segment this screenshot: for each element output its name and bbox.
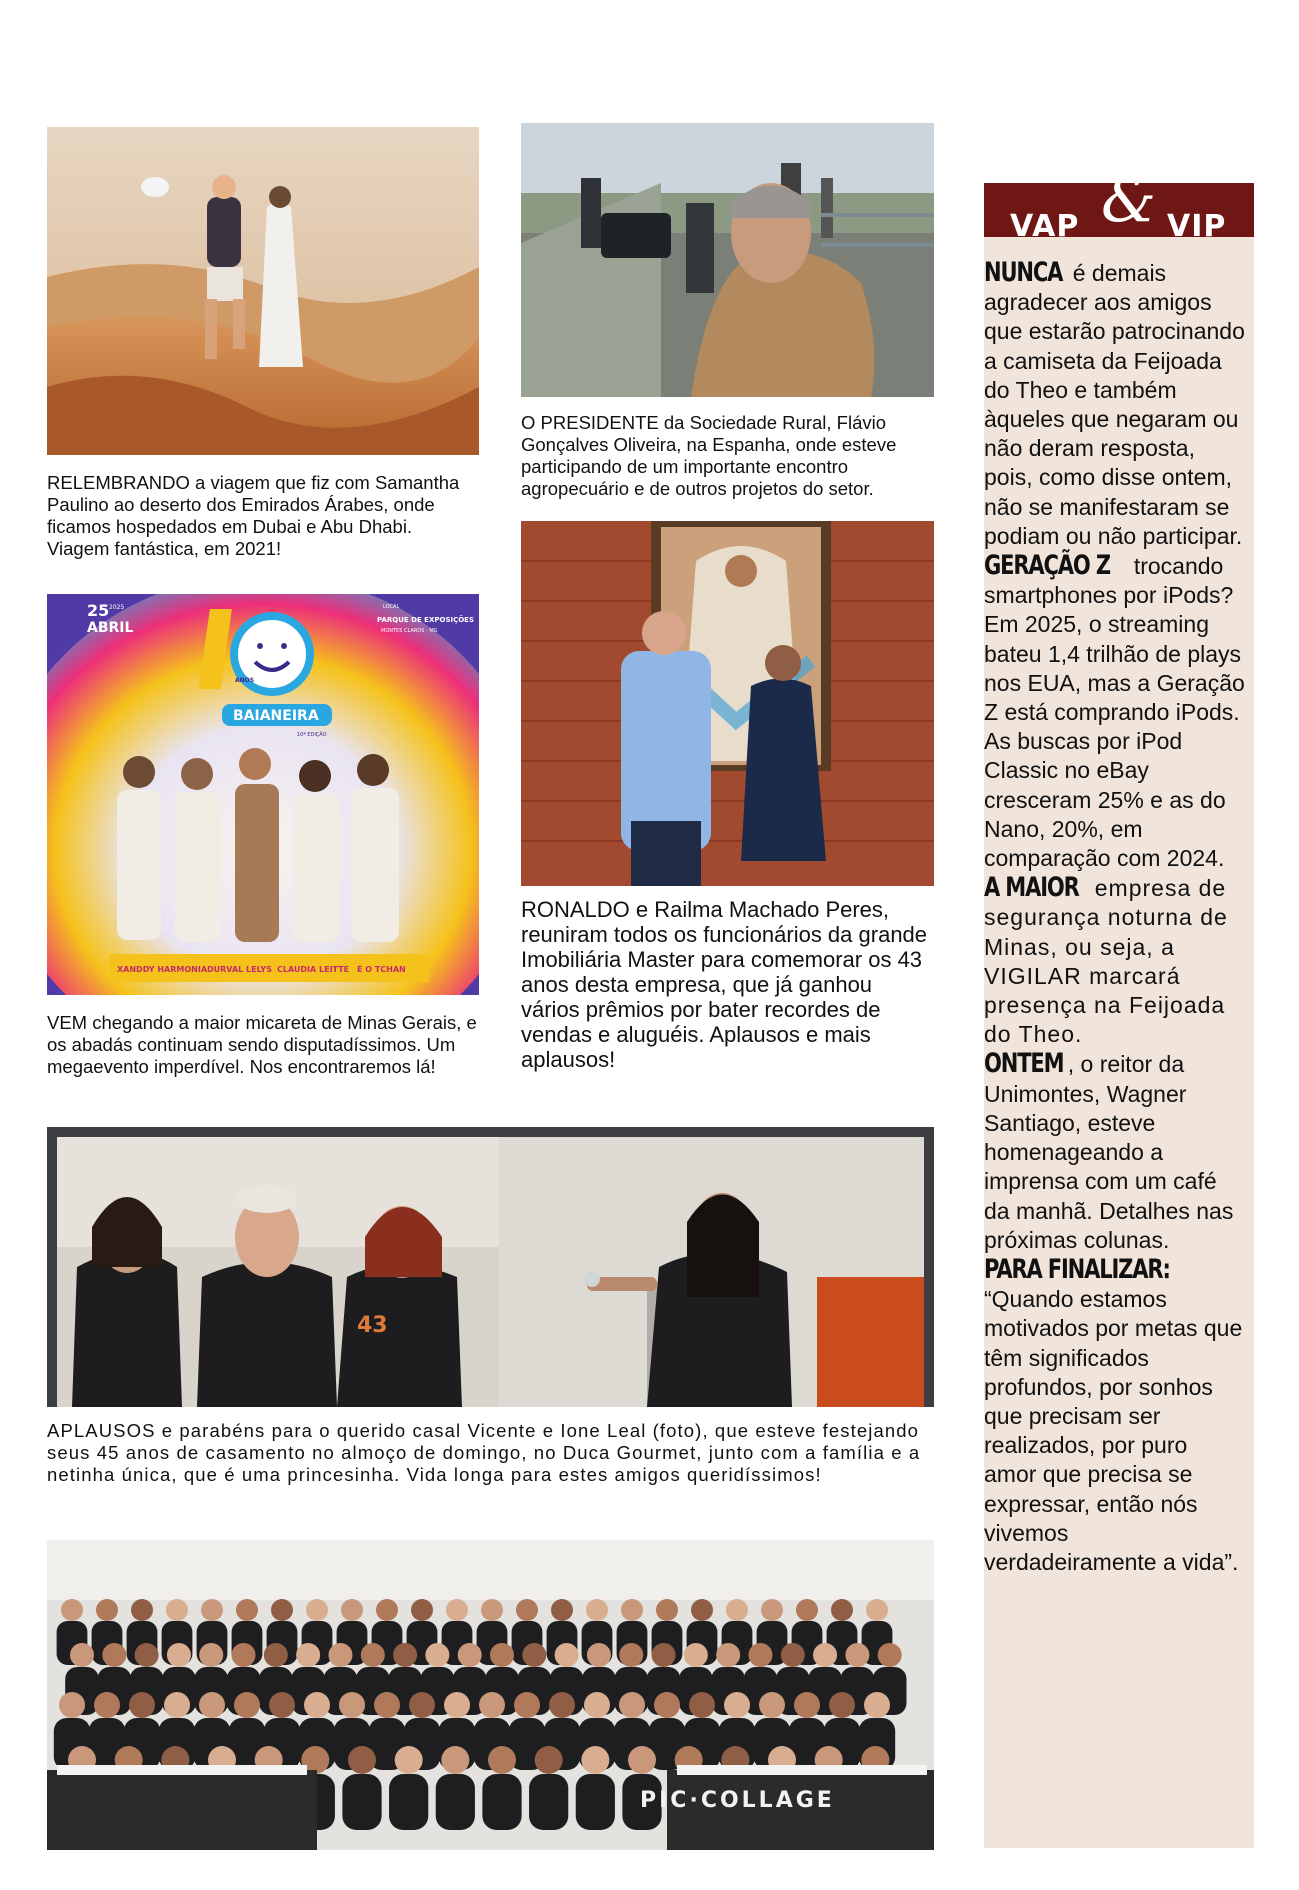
column-item [984, 551, 1246, 873]
poster-artist-4: É O TCHAN [357, 965, 406, 974]
item-text: empresa de segurança noturna de Minas, ou seja, a VIGILAR marcará presença na Feijoada do Theo. [984, 875, 1228, 1048]
desert-photo [47, 127, 479, 455]
column-text [984, 258, 1246, 1577]
poster-anos: ANOS [235, 677, 255, 684]
spain-caption: O PRESIDENTE da Sociedade Rural, Flávio Gonçalves Oliveira, na Espanha, onde esteve participando de um importante encontro agropecuário e de outros projetos do setor. [521, 412, 897, 499]
item-keyword: A MAIOR [984, 872, 1079, 904]
pic-collage-watermark: PIC·COLLAGE [640, 1788, 835, 1813]
item-text: “Quando estamos motivados por metas que têm significados profundos, por sonhos que precisam ser realizados, por puro amor que precisa se expressar, então nós vivemos verdadeiramente a vida”. [984, 1286, 1243, 1575]
celebration-photo [47, 1127, 934, 1407]
poster-month: ABRIL [87, 620, 134, 636]
poster-city: MONTES CLAROS - MG [381, 628, 438, 634]
item-keyword: GERAÇÃO Z [984, 550, 1110, 582]
poster-artist-1: XANDDY HARMONIA [117, 965, 208, 974]
column-item [984, 258, 1246, 551]
item-text: , o reitor da Unimontes, Wagner Santiago, esteve homenageando a imprensa com um café da manhã. Detalhes nas próximas colunas. [984, 1051, 1234, 1253]
column-item [984, 873, 1246, 1049]
poster-day: 25 [87, 601, 110, 620]
item-text: é demais agradecer aos amigos que estarão patrocinando a camiseta da Feijoada do Theo e também àqueles que negaram ou não deram resposta, pois, como disse ontem, não se manifestaram se podiam ou não participar. [984, 260, 1245, 549]
poster-year: 2025 [109, 604, 125, 611]
header-ampersand: & [1101, 163, 1157, 236]
header-vip: VIP [1167, 209, 1227, 237]
couple-caption: RONALDO e Railma Machado Peres, reuniram todos os funcionários da grande Imobiliária Master para comemorar os 43 anos desta empresa, que já ganhou vários prêmios por bater recordes de vendas e aluguéis. Aplausos e mais aplausos! [521, 897, 928, 1072]
item-text: trocando smartphones por iPods? Em 2025, o streaming bateu 1,4 trilhão de plays nos EUA, mas a Geração Z está comprando iPods. As buscas por iPod Classic no eBay cresceram 25% e as do Nano, 20%, em comparação com 2024. [984, 553, 1245, 872]
couple-photo [521, 521, 934, 886]
item-keyword: NUNCA [984, 257, 1063, 288]
column-item [984, 1049, 1246, 1254]
poster-venue-label: LOCAL [383, 604, 400, 610]
poster-venue: PARQUE DE EXPOSIÇÕES [377, 616, 474, 624]
header-vap: VAP [1010, 209, 1080, 237]
item-keyword: PARA FINALIZAR: [984, 1253, 1170, 1285]
poster-artist-3: CLAUDIA LEITTE [277, 965, 350, 974]
shirt-logo: 43 [357, 1313, 388, 1338]
poster-artist-2: DURVAL LELYS [207, 965, 272, 974]
celebration-caption: APLAUSOS e parabéns para o querido casal Vicente e Ione Leal (foto), que esteve festejando seus 45 anos de casamento no almoço de domingo, no Duca Gourmet, junto com a família e a netinha única, que é uma princesinha. Vida longa para estes amigos queridíssimos! [47, 1420, 921, 1485]
column-item [984, 1255, 1246, 1577]
poster-edition: 10ª EDIÇÃO [297, 732, 327, 738]
desert-caption: RELEMBRANDO a viagem que fiz com Samantha Paulino ao deserto dos Emirados Árabes, onde ficamos hospedados em Dubai e Abu Dhabi. Viagem fantástica, em 2021! [47, 472, 460, 559]
item-keyword: ONTEM [984, 1048, 1064, 1080]
spain-photo [521, 123, 934, 397]
event-poster [47, 594, 479, 995]
poster-brand: BAIANEIRA [233, 708, 319, 724]
poster-caption: VEM chegando a maior micareta de Minas Gerais, e os abadás continuam sendo disputadíssimos. Um megaevento imperdível. Nos encontraremos lá! [47, 1012, 477, 1077]
